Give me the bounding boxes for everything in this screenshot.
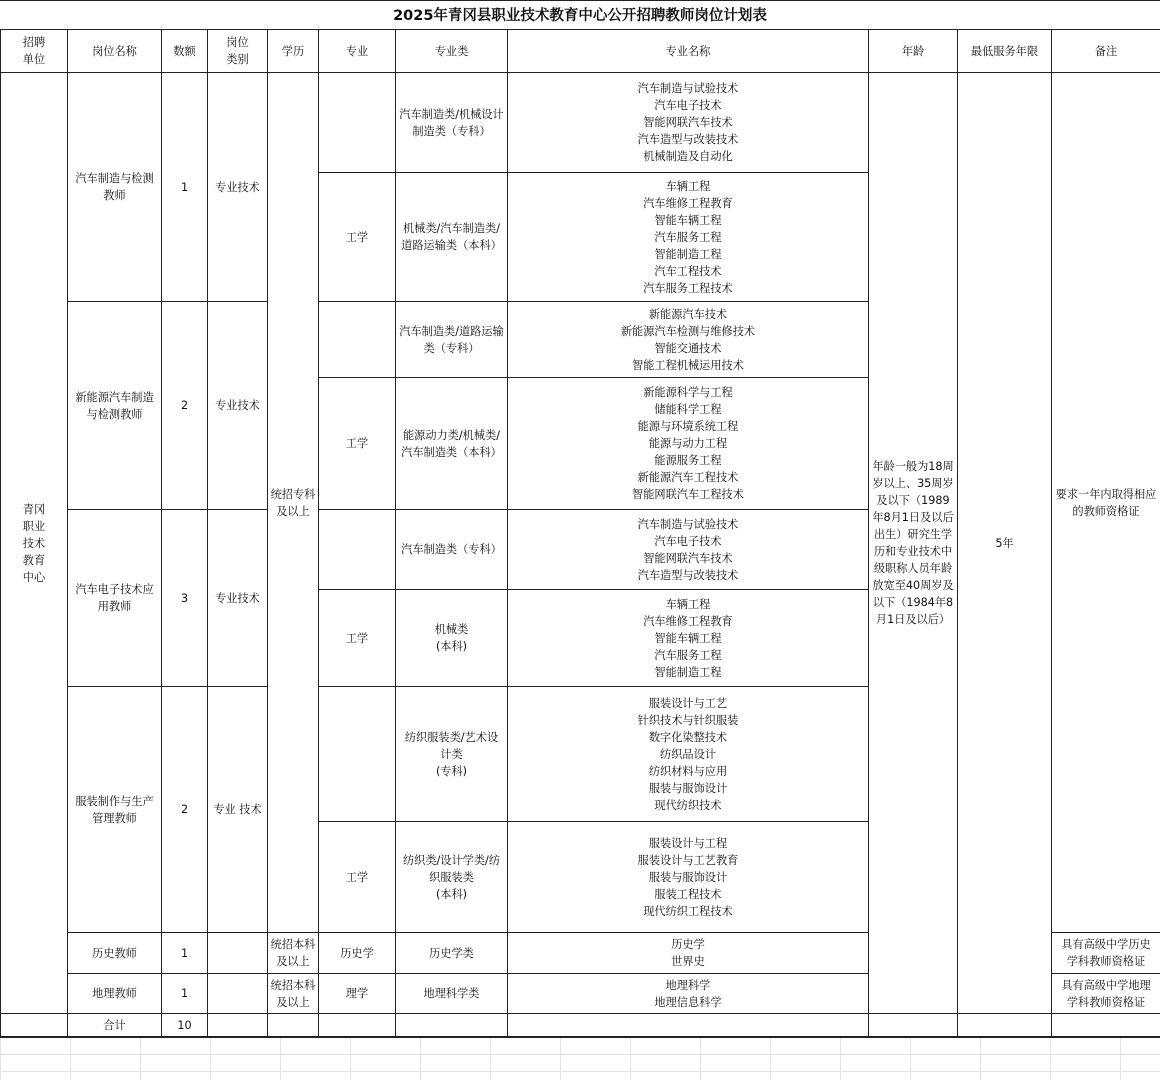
header-education[interactable]: 学历	[268, 30, 319, 73]
major-class-cell[interactable]: 汽车制造类/道路运输类（专科）	[396, 302, 508, 378]
education-cell[interactable]: 统招本科 及以上	[268, 974, 319, 1014]
header-age[interactable]: 年龄	[869, 30, 958, 73]
major-cell[interactable]	[319, 302, 396, 378]
empty-cell[interactable]	[208, 1014, 268, 1038]
header-count[interactable]: 数额	[162, 30, 208, 73]
header-major[interactable]: 专业	[319, 30, 396, 73]
header-category[interactable]: 岗位 类别	[208, 30, 268, 73]
header-major-names[interactable]: 专业名称	[508, 30, 869, 73]
header-unit[interactable]: 招聘 单位	[1, 30, 68, 73]
empty-cell[interactable]	[396, 1014, 508, 1038]
position-name-cell[interactable]: 地理教师	[68, 974, 162, 1014]
count-cell[interactable]: 1	[162, 974, 208, 1014]
major-cell[interactable]: 工学	[319, 590, 396, 687]
major-names-cell[interactable]: 服装设计与工艺 针织技术与针织服装 数字化染整技术 纺织品设计 纺织材料与应用 服装与服饰设计 现代纺织技术	[508, 687, 869, 822]
count-cell[interactable]: 2	[162, 302, 208, 510]
empty-cell[interactable]	[319, 1014, 396, 1038]
header-remark[interactable]: 备注	[1052, 30, 1160, 73]
major-names-cell[interactable]: 车辆工程 汽车维修工程教育 智能车辆工程 汽车服务工程 智能制造工程	[508, 590, 869, 687]
major-cell[interactable]	[319, 687, 396, 822]
total-label[interactable]: 合计	[68, 1014, 162, 1038]
major-names-cell[interactable]: 车辆工程 汽车维修工程教育 智能车辆工程 汽车服务工程 智能制造工程 汽车工程技术 汽车服务工程技术	[508, 173, 869, 302]
remark-cell[interactable]: 具有高级中学地理 学科教师资格证	[1052, 974, 1160, 1014]
position-name-cell[interactable]: 汽车制造与检测教师	[68, 73, 162, 302]
position-name-cell[interactable]: 历史教师	[68, 933, 162, 974]
major-class-cell[interactable]: 机械类 (本科)	[396, 590, 508, 687]
recruitment-plan-table	[0, 29, 1160, 1038]
major-names-cell[interactable]: 历史学 世界史	[508, 933, 869, 974]
major-class-cell[interactable]: 机械类/汽车制造类/道路运输类（本科）	[396, 173, 508, 302]
major-class-cell[interactable]: 历史学类	[396, 933, 508, 974]
category-cell[interactable]: 专业技术	[208, 510, 268, 687]
header-position[interactable]: 岗位名称	[68, 30, 162, 73]
empty-cell[interactable]	[508, 1014, 869, 1038]
major-names-cell[interactable]: 新能源科学与工程 储能科学工程 能源与环境系统工程 能源与动力工程 能源服务工程 新能源汽车工程技术 智能网联汽车工程技术	[508, 378, 869, 510]
sheet-bottom-border	[0, 1036, 1160, 1038]
education-cell[interactable]: 统招本科 及以上	[268, 933, 319, 974]
count-cell[interactable]: 1	[162, 73, 208, 302]
header-row	[1, 30, 1160, 73]
table-row	[1, 73, 1160, 173]
count-cell[interactable]: 1	[162, 933, 208, 974]
count-cell[interactable]: 3	[162, 510, 208, 687]
empty-cell[interactable]	[1, 1014, 68, 1038]
major-cell[interactable]: 理学	[319, 974, 396, 1014]
major-class-cell[interactable]: 纺织服装类/艺术设 计类 (专科)	[396, 687, 508, 822]
empty-cell[interactable]	[268, 1014, 319, 1038]
age-requirement-cell[interactable]: 年龄一般为18周岁以上、35周岁及以下（1989年8月1日及以后出生）研究生学历和专业技术中级职称人员年龄放宽至40周岁及以下（1984年8月1日及以后）	[869, 73, 958, 1014]
major-names-cell[interactable]: 服装设计与工程 服装设计与工艺教育 服装与服饰设计 服装工程技术 现代纺织工程技术	[508, 822, 869, 933]
major-class-cell[interactable]: 汽车制造类/机械设计制造类（专科）	[396, 73, 508, 173]
position-name-cell[interactable]: 汽车电子技术应用教师	[68, 510, 162, 687]
total-row	[1, 1014, 1160, 1038]
major-cell[interactable]: 工学	[319, 173, 396, 302]
major-names-cell[interactable]: 汽车制造与试验技术 汽车电子技术 智能网联汽车技术 汽车造型与改装技术	[508, 510, 869, 590]
category-cell[interactable]: 专业 技术	[208, 687, 268, 933]
position-name-cell[interactable]: 新能源汽车制造与检测教师	[68, 302, 162, 510]
remark-cell[interactable]: 要求一年内取得相应的教师资格证	[1052, 73, 1160, 933]
category-cell[interactable]	[208, 933, 268, 974]
count-cell[interactable]: 2	[162, 687, 208, 933]
table-title: 2025年青冈县职业技术教育中心公开招聘教师岗位计划表	[0, 0, 1160, 30]
major-names-cell[interactable]: 汽车制造与试验技术 汽车电子技术 智能网联汽车技术 汽车造型与改装技术 机械制造及自动化	[508, 73, 869, 173]
header-major-class[interactable]: 专业类	[396, 30, 508, 73]
major-names-cell[interactable]: 地理科学 地理信息科学	[508, 974, 869, 1014]
major-class-cell[interactable]: 能源动力类/机械类/汽车制造类（本科）	[396, 378, 508, 510]
major-cell[interactable]: 历史学	[319, 933, 396, 974]
education-cell[interactable]: 统招专科 及以上	[268, 73, 319, 933]
service-years-cell[interactable]: 5年	[958, 73, 1052, 1014]
empty-cell[interactable]	[869, 1014, 958, 1038]
category-cell[interactable]	[208, 974, 268, 1014]
major-cell[interactable]: 工学	[319, 822, 396, 933]
major-cell[interactable]	[319, 73, 396, 173]
major-class-cell[interactable]: 汽车制造类（专科）	[396, 510, 508, 590]
position-name-cell[interactable]: 服装制作与生产管理教师	[68, 687, 162, 933]
unit-cell[interactable]: 青冈 职业 技术 教育 中心	[1, 73, 68, 1014]
category-cell[interactable]: 专业技术	[208, 302, 268, 510]
major-cell[interactable]	[319, 510, 396, 590]
major-class-cell[interactable]: 纺织类/设计学类/纺 织服装类 (本科)	[396, 822, 508, 933]
remark-cell[interactable]: 具有高级中学历史 学科教师资格证	[1052, 933, 1160, 974]
major-cell[interactable]: 工学	[319, 378, 396, 510]
header-service[interactable]: 最低服务年限	[958, 30, 1052, 73]
empty-cell[interactable]	[958, 1014, 1052, 1038]
total-count[interactable]: 10	[162, 1014, 208, 1038]
category-cell[interactable]: 专业技术	[208, 73, 268, 302]
major-names-cell[interactable]: 新能源汽车技术 新能源汽车检测与维修技术 智能交通技术 智能工程机械运用技术	[508, 302, 869, 378]
empty-cell[interactable]	[1052, 1014, 1160, 1038]
major-class-cell[interactable]: 地理科学类	[396, 974, 508, 1014]
